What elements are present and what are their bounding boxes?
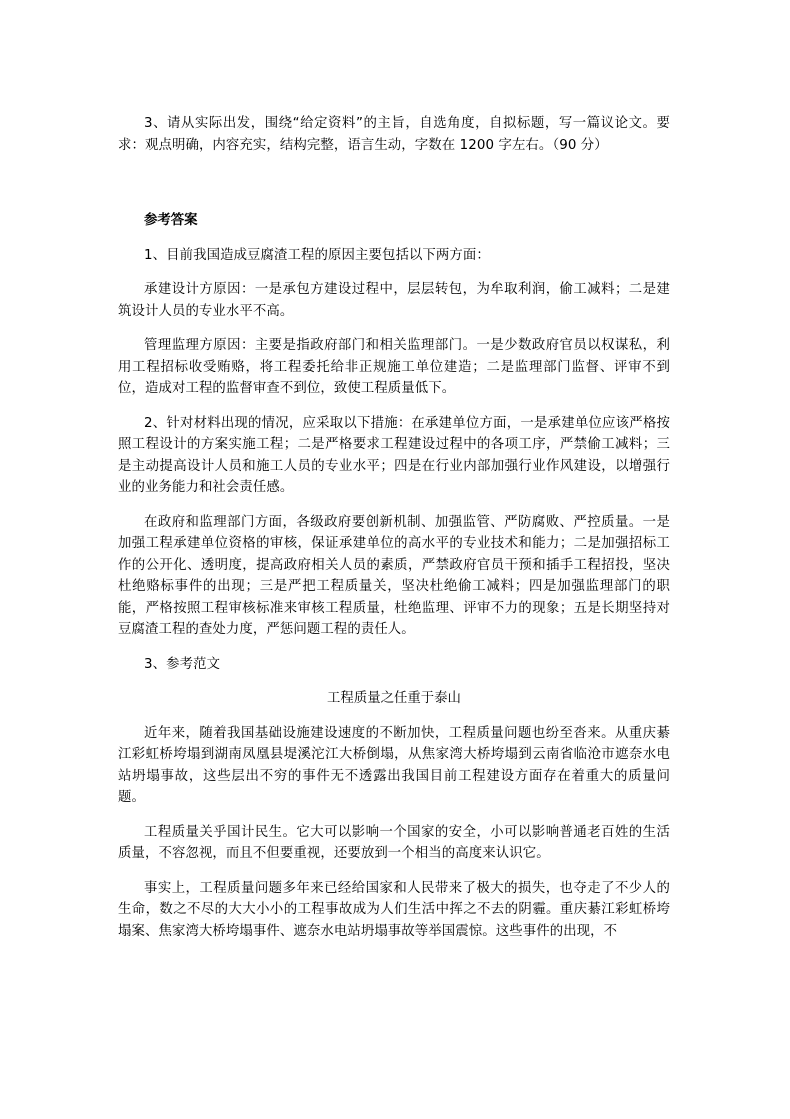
essay-paragraph-3: 事实上，工程质量问题多年来已经给国家和人民带来了极大的损失，也夺走了不少人的生命，数之不尽的大大小小的工程事故成为人们生活中挥之不去的阴霾。重庆綦江彩虹桥垮塌案、焦家湾大桥垮塌事件、遮奈水电站坍塌事故等举国震惊。这些事件的出现，不 xyxy=(118,880,670,939)
essay-paragraph-1: 近年来，随着我国基础设施建设速度的不断加快，工程质量问题也纷至沓来。从重庆綦江彩虹桥垮塌到湖南凤凰县堤溪沱江大桥倒塌，从焦家湾大桥垮塌到云南省临沧市遮奈水电站坍塌事故，这些层出不穷的事件无不透露出我国目前工程建设方面存在着重大的质量问题。 xyxy=(118,725,670,805)
document-page xyxy=(118,113,670,942)
answer-2-government-measures: 在政府和监理部门方面，各级政府要创新机制、加强监管、严防腐败、严控质量。一是加强工程承建单位资格的审核，保证承建单位的高水平的专业技术和能力；二是加强招标工作的公开化、透明度，提高政府相关人员的素质，严禁政府官员干预和插手工程招投，坚决杜绝赂标事件的出现；三是严把工程质量关，坚决杜绝偷工减料；四是加强监理部门的职能，严格按照工程审核标准来审核工程质量，杜绝监理、评审不力的现象；五是长期坚持对豆腐渣工程的查处力度，严惩问题工程的责任人。 xyxy=(118,514,670,637)
essay-paragraph-2: 工程质量关乎国计民生。它大可以影响一个国家的安全，小可以影响普通老百姓的生活质量，不容忽视，而且不但要重视，还要放到一个相当的高度来认识它。 xyxy=(118,824,670,861)
question-3: 3、请从实际出发，围绕“给定资料”的主旨，自选角度，自拟标题，写一篇议论文。要求：观点明确，内容充实，结构完整，语言生动，字数在 1200 字左右。（90 分） xyxy=(118,116,670,153)
answer-2-builder-measures: 2、针对材料出现的情况，应采取以下措施：在承建单位方面，一是承建单位应该严格按照工程设计的方案实施工程；二是严格要求工程建设过程中的各项工序，严禁偷工减料；三是主动提高设计人员和施工人员的专业水平；四是在行业内部加强行业作风建设，以增强行业的业务能力和社会责任感。 xyxy=(118,415,670,495)
answer-heading: 参考答案 xyxy=(144,213,198,228)
answer-1-supervision-reasons: 管理监理方原因：主要是指政府部门和相关监理部门。一是少数政府官员以权谋私，利用工程招标收受贿赂，将工程委托给非正规施工单位建造；二是监理部门监督、评审不到位，造成对工程的监督审查不到位，致使工程质量低下。 xyxy=(118,338,670,396)
answer-3-intro: 3、参考范文 xyxy=(144,656,221,672)
answer-1-builder-reasons: 承建设计方原因：一是承包方建设过程中，层层转包，为牟取利润，偷工减料；二是建筑设计人员的专业水平不高。 xyxy=(118,282,670,319)
answer-1-intro: 1、目前我国造成豆腐渣工程的原因主要包括以下两方面： xyxy=(144,247,490,263)
essay-title: 工程质量之任重于泰山 xyxy=(327,691,461,706)
